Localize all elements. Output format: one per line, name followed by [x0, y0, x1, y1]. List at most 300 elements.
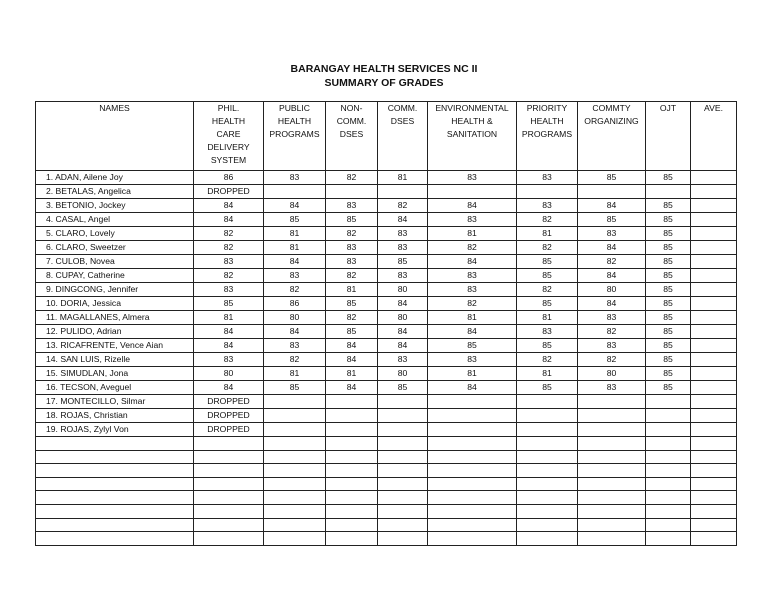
grade-cell: [378, 477, 428, 491]
grade-cell: 84: [578, 269, 646, 283]
grade-cell: 83: [578, 381, 646, 395]
student-name-cell: 6. CLARO, Sweetzer: [36, 241, 194, 255]
grade-cell: 85: [646, 297, 691, 311]
grade-cell: 85: [326, 213, 378, 227]
column-header-line: HEALTH: [211, 116, 246, 126]
grade-cell: [578, 518, 646, 532]
grade-cell: 84: [578, 297, 646, 311]
grade-cell: 82: [194, 269, 264, 283]
grade-cell: [428, 464, 517, 478]
grade-cell: 83: [326, 255, 378, 269]
grade-cell: 85: [194, 297, 264, 311]
grade-cell: 84: [378, 213, 428, 227]
grade-cell: [691, 241, 737, 255]
grade-cell: [578, 477, 646, 491]
grade-cell: 82: [326, 171, 378, 185]
table-row: [36, 381, 737, 395]
grade-cell: 84: [428, 255, 517, 269]
grade-cell: 83: [378, 241, 428, 255]
grade-cell: 85: [517, 269, 578, 283]
grade-cell: [517, 491, 578, 505]
table-row: [36, 491, 737, 505]
grade-cell: 84: [264, 199, 326, 213]
grade-cell: 80: [378, 283, 428, 297]
grade-cell: [691, 437, 737, 451]
grade-cell: [194, 532, 264, 546]
table-row: [36, 283, 737, 297]
grade-cell: [517, 450, 578, 464]
grade-cell: 80: [378, 367, 428, 381]
grade-cell: [691, 409, 737, 423]
grade-cell: 83: [517, 199, 578, 213]
column-header-line: COMM.: [336, 116, 367, 126]
grade-cell: [578, 409, 646, 423]
grade-cell: [517, 518, 578, 532]
column-header-line: CARE: [216, 129, 241, 139]
student-name-cell: 12. PULIDO, Adrian: [36, 325, 194, 339]
grade-cell: 85: [264, 213, 326, 227]
grade-cell: 84: [194, 339, 264, 353]
grade-cell: 83: [194, 255, 264, 269]
grade-cell: [194, 450, 264, 464]
column-header-line: HEALTH: [530, 116, 564, 126]
student-name-cell: [36, 504, 194, 518]
grade-cell: [691, 311, 737, 325]
column-header-line: PROGRAMS: [269, 129, 320, 139]
grade-cell: [646, 491, 691, 505]
grade-cell: [194, 518, 264, 532]
grade-cell: [517, 464, 578, 478]
table-row: [36, 532, 737, 546]
student-name-cell: [36, 464, 194, 478]
grade-cell: [691, 464, 737, 478]
grade-cell: [264, 477, 326, 491]
grade-cell: [428, 395, 517, 409]
student-name-cell: 19. ROJAS, Zylyl Von: [36, 423, 194, 437]
grade-cell: [264, 423, 326, 437]
grade-cell: [428, 437, 517, 451]
column-header-line: DELIVERY: [207, 142, 250, 152]
grade-cell: [646, 532, 691, 546]
column-header: [578, 102, 646, 171]
grade-cell: 83: [578, 339, 646, 353]
grade-cell: 83: [428, 171, 517, 185]
grade-cell: [194, 464, 264, 478]
grade-cell: 85: [517, 381, 578, 395]
grade-cell: 81: [264, 241, 326, 255]
grade-cell: [378, 395, 428, 409]
grade-cell: [378, 185, 428, 199]
student-name-cell: 18. ROJAS, Christian: [36, 409, 194, 423]
grade-cell: 81: [264, 367, 326, 381]
student-name-cell: 13. RICAFRENTE, Vence Aian: [36, 339, 194, 353]
grade-cell: [578, 185, 646, 199]
grade-cell: [428, 518, 517, 532]
grade-cell: 83: [517, 171, 578, 185]
student-name-cell: 3. BETONIO, Jockey: [36, 199, 194, 213]
grade-cell: 84: [194, 199, 264, 213]
student-name-cell: 17. MONTECILLO, Silmar: [36, 395, 194, 409]
grade-cell: [428, 450, 517, 464]
column-header: [264, 102, 326, 171]
grade-cell: 83: [517, 325, 578, 339]
grade-cell: [378, 409, 428, 423]
grade-cell: [691, 325, 737, 339]
student-name-cell: [36, 477, 194, 491]
grade-cell: [428, 409, 517, 423]
grade-cell: 85: [378, 255, 428, 269]
column-header-line: NAMES: [99, 103, 130, 113]
column-header: [36, 102, 194, 171]
grade-cell: 82: [578, 255, 646, 269]
grade-cell: [691, 185, 737, 199]
grades-body: [36, 171, 737, 546]
grade-cell: [428, 185, 517, 199]
grade-cell: 85: [646, 269, 691, 283]
student-name-cell: 1. ADAN, Ailene Joy: [36, 171, 194, 185]
column-header-line: NON-: [340, 103, 363, 113]
grade-cell: 82: [326, 269, 378, 283]
grade-cell: [428, 477, 517, 491]
grade-cell: [691, 297, 737, 311]
column-header-line: HEALTH: [277, 116, 312, 126]
grade-cell: 85: [646, 283, 691, 297]
grade-cell: [646, 395, 691, 409]
grade-cell: 85: [646, 381, 691, 395]
grade-cell: 84: [578, 241, 646, 255]
grade-cell: 85: [646, 311, 691, 325]
grade-cell: [646, 437, 691, 451]
table-row: [36, 325, 737, 339]
grade-cell: [378, 491, 428, 505]
grade-cell: 85: [578, 171, 646, 185]
grade-cell: 84: [194, 213, 264, 227]
grade-cell: [578, 437, 646, 451]
grade-cell: [691, 504, 737, 518]
grade-cell: [378, 464, 428, 478]
grade-cell: 82: [517, 213, 578, 227]
column-header-line: OJT: [659, 103, 677, 113]
grade-cell: 85: [646, 367, 691, 381]
grade-cell: 80: [578, 283, 646, 297]
student-name-cell: 10. DORIA, Jessica: [36, 297, 194, 311]
grade-cell: 83: [378, 269, 428, 283]
grade-cell: [578, 395, 646, 409]
grade-cell: [264, 464, 326, 478]
grade-cell: 84: [428, 381, 517, 395]
grade-cell: 82: [517, 241, 578, 255]
grade-cell: [517, 532, 578, 546]
grade-cell: [264, 437, 326, 451]
column-header: [194, 102, 264, 171]
grade-cell: [691, 381, 737, 395]
grade-cell: 82: [194, 241, 264, 255]
grade-cell: [326, 518, 378, 532]
table-row: [36, 423, 737, 437]
grade-cell: [326, 477, 378, 491]
grade-cell: 83: [264, 269, 326, 283]
grade-cell: [691, 269, 737, 283]
column-header-line: HEALTH &: [451, 116, 493, 126]
table-row: [36, 504, 737, 518]
grade-cell: [264, 518, 326, 532]
grade-cell: [517, 504, 578, 518]
grade-cell: 82: [264, 283, 326, 297]
grade-cell: 80: [578, 367, 646, 381]
grade-cell: [517, 409, 578, 423]
grade-cell: [691, 213, 737, 227]
column-header-line: PUBLIC: [278, 103, 311, 113]
grade-cell: 86: [194, 171, 264, 185]
grade-cell: 83: [326, 199, 378, 213]
student-name-cell: 14. SAN LUIS, Rizelle: [36, 353, 194, 367]
table-row: [36, 395, 737, 409]
grade-cell: 85: [646, 171, 691, 185]
grade-cell: 85: [646, 353, 691, 367]
grade-cell: 84: [326, 353, 378, 367]
document-title: BARANGAY HEALTH SERVICES NC II: [290, 63, 478, 75]
column-header: [517, 102, 578, 171]
table-row: [36, 227, 737, 241]
column-header-line: PHIL.: [217, 103, 240, 113]
table-row: [36, 171, 737, 185]
grade-cell: DROPPED: [194, 395, 264, 409]
grade-cell: 85: [646, 241, 691, 255]
student-name-cell: 11. MAGALLANES, Almera: [36, 311, 194, 325]
column-header-line: SANITATION: [446, 129, 498, 139]
grade-cell: 83: [326, 241, 378, 255]
grade-cell: [264, 504, 326, 518]
grade-cell: 82: [428, 297, 517, 311]
student-name-cell: [36, 450, 194, 464]
grade-cell: 82: [428, 241, 517, 255]
grade-cell: 83: [378, 227, 428, 241]
grade-cell: 84: [378, 339, 428, 353]
table-row: [36, 339, 737, 353]
grade-cell: 83: [578, 311, 646, 325]
grade-cell: [326, 185, 378, 199]
grade-cell: 85: [326, 325, 378, 339]
grade-cell: [646, 518, 691, 532]
student-name-cell: [36, 532, 194, 546]
grade-cell: [578, 464, 646, 478]
grade-cell: [264, 532, 326, 546]
grade-cell: [691, 171, 737, 185]
table-row: [36, 311, 737, 325]
grade-cell: [326, 504, 378, 518]
student-name-cell: 7. CULOB, Novea: [36, 255, 194, 269]
table-row: [36, 255, 737, 269]
grade-cell: 81: [194, 311, 264, 325]
grade-cell: [646, 423, 691, 437]
grade-cell: [517, 395, 578, 409]
student-name-cell: 16. TECSON, Aveguel: [36, 381, 194, 395]
table-row: [36, 241, 737, 255]
grade-cell: 82: [578, 353, 646, 367]
grade-cell: 82: [578, 325, 646, 339]
grade-cell: [517, 477, 578, 491]
grade-cell: [264, 491, 326, 505]
column-header: [326, 102, 378, 171]
grade-cell: 82: [194, 227, 264, 241]
grade-cell: 84: [378, 325, 428, 339]
grade-cell: DROPPED: [194, 185, 264, 199]
grade-cell: 83: [264, 339, 326, 353]
column-header-line: PROGRAMS: [521, 129, 573, 139]
grade-cell: [691, 491, 737, 505]
grade-cell: [326, 464, 378, 478]
grade-cell: 85: [326, 297, 378, 311]
grade-cell: 84: [264, 325, 326, 339]
column-header: [378, 102, 428, 171]
grade-cell: 83: [428, 283, 517, 297]
grade-cell: 83: [428, 353, 517, 367]
grade-cell: 81: [378, 171, 428, 185]
grade-cell: [378, 504, 428, 518]
grade-cell: 82: [378, 199, 428, 213]
grade-cell: [578, 504, 646, 518]
grade-cell: 83: [578, 227, 646, 241]
column-header-line: SYSTEM: [210, 155, 247, 165]
grade-cell: 84: [578, 199, 646, 213]
grade-cell: 82: [517, 353, 578, 367]
table-row: [36, 353, 737, 367]
grade-cell: [691, 255, 737, 269]
grade-cell: 81: [517, 311, 578, 325]
table-row: [36, 199, 737, 213]
student-name-cell: 15. SIMUDLAN, Jona: [36, 367, 194, 381]
grade-cell: [646, 409, 691, 423]
grade-cell: [194, 437, 264, 451]
column-header: [428, 102, 517, 171]
grade-cell: [646, 504, 691, 518]
grade-cell: 84: [428, 325, 517, 339]
grade-cell: 84: [428, 199, 517, 213]
grade-cell: [578, 423, 646, 437]
grade-cell: [428, 532, 517, 546]
grade-cell: [517, 185, 578, 199]
grade-cell: [691, 339, 737, 353]
grade-cell: [578, 532, 646, 546]
grade-cell: [691, 283, 737, 297]
grade-cell: [428, 423, 517, 437]
column-header: [691, 102, 737, 171]
column-header-line: AVE.: [704, 103, 723, 113]
grade-cell: [646, 477, 691, 491]
grade-cell: 85: [646, 325, 691, 339]
grade-cell: [326, 409, 378, 423]
table-row: [36, 518, 737, 532]
grade-cell: [691, 532, 737, 546]
grade-cell: [646, 450, 691, 464]
header-row: [36, 102, 737, 171]
grade-cell: [264, 185, 326, 199]
grade-cell: 81: [326, 367, 378, 381]
grade-cell: [578, 491, 646, 505]
table-row: [36, 437, 737, 451]
grade-cell: 85: [517, 339, 578, 353]
grade-cell: [378, 437, 428, 451]
grade-cell: 81: [428, 227, 517, 241]
student-name-cell: 9. DINGCONG, Jennifer: [36, 283, 194, 297]
grade-cell: [578, 450, 646, 464]
grade-cell: 85: [646, 255, 691, 269]
table-row: [36, 464, 737, 478]
grade-cell: 82: [326, 227, 378, 241]
student-name-cell: 2. BETALAS, Angelica: [36, 185, 194, 199]
grade-cell: [428, 504, 517, 518]
grade-cell: 84: [326, 381, 378, 395]
grade-cell: 85: [646, 213, 691, 227]
grade-cell: 83: [428, 213, 517, 227]
grade-cell: [264, 450, 326, 464]
grade-cell: 85: [646, 339, 691, 353]
grade-cell: 83: [378, 353, 428, 367]
grade-cell: [691, 423, 737, 437]
grade-cell: 84: [194, 325, 264, 339]
grade-cell: DROPPED: [194, 423, 264, 437]
table-row: [36, 450, 737, 464]
grade-cell: [691, 477, 737, 491]
grade-cell: 82: [264, 353, 326, 367]
grade-cell: [691, 367, 737, 381]
grade-cell: 81: [326, 283, 378, 297]
grade-cell: [194, 504, 264, 518]
grade-cell: 82: [326, 311, 378, 325]
grade-cell: [378, 423, 428, 437]
grade-cell: [326, 423, 378, 437]
document-subtitle: SUMMARY OF GRADES: [324, 77, 444, 89]
table-row: [36, 367, 737, 381]
column-header-line: COMMTY: [592, 103, 631, 113]
table-row: [36, 185, 737, 199]
grade-cell: 85: [428, 339, 517, 353]
grade-cell: 82: [517, 283, 578, 297]
grade-cell: 83: [428, 269, 517, 283]
grade-cell: [264, 409, 326, 423]
grade-cell: [691, 227, 737, 241]
grade-cell: [517, 437, 578, 451]
grade-cell: 81: [428, 367, 517, 381]
table-row: [36, 409, 737, 423]
grade-cell: 81: [517, 367, 578, 381]
column-header: [646, 102, 691, 171]
table-row: [36, 477, 737, 491]
grade-cell: [691, 518, 737, 532]
grade-cell: [326, 395, 378, 409]
column-header-line: ORGANIZING: [584, 116, 639, 126]
table-row: [36, 297, 737, 311]
student-name-cell: [36, 518, 194, 532]
grade-cell: [326, 532, 378, 546]
grade-cell: 85: [646, 227, 691, 241]
column-header-line: DSES: [390, 116, 415, 126]
student-name-cell: [36, 437, 194, 451]
grade-cell: 85: [646, 199, 691, 213]
grade-cell: [646, 464, 691, 478]
grade-cell: [428, 491, 517, 505]
column-header-line: ENVIRONMENTAL: [435, 103, 509, 113]
grade-cell: [517, 423, 578, 437]
grade-cell: [691, 450, 737, 464]
table-row: [36, 213, 737, 227]
grade-cell: 84: [378, 297, 428, 311]
student-name-cell: 5. CLARO, Lovely: [36, 227, 194, 241]
grade-cell: 83: [264, 171, 326, 185]
grade-cell: [646, 185, 691, 199]
grade-cell: [378, 450, 428, 464]
grade-cell: [378, 532, 428, 546]
